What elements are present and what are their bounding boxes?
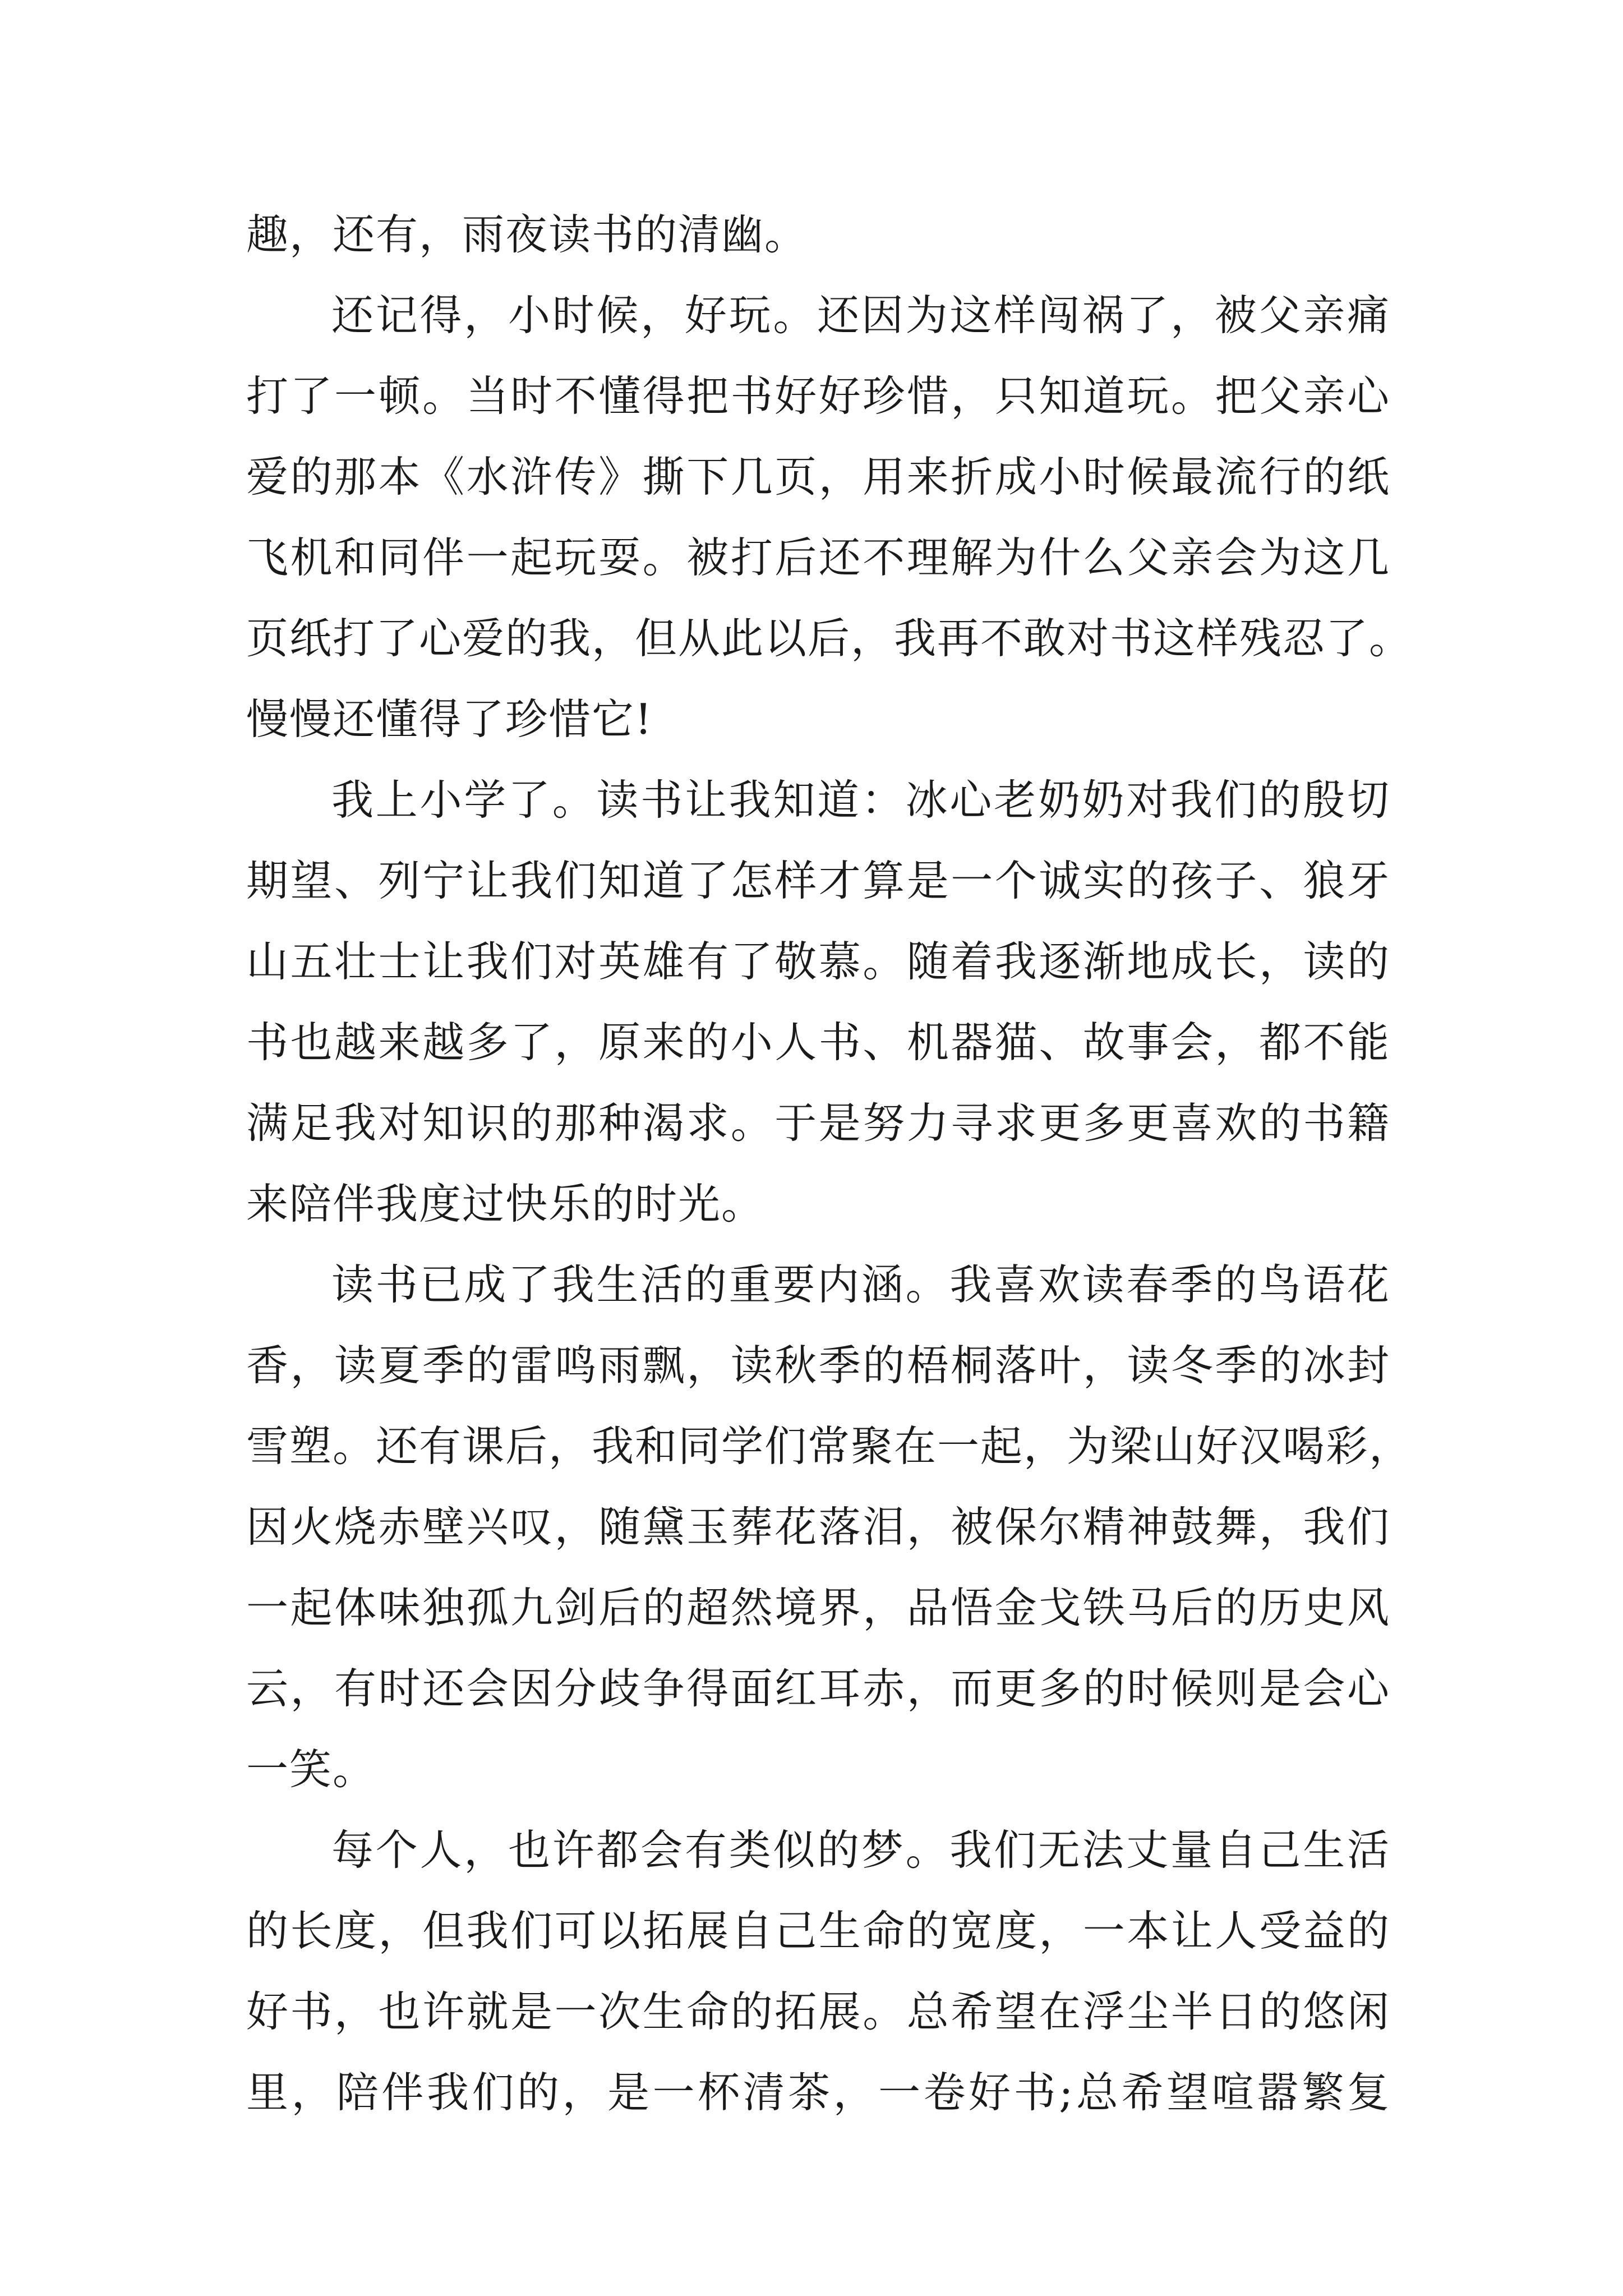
text-line: 期望、列宁让我们知道了怎样才算是一个诚实的孩子、狼牙 — [246, 856, 1390, 905]
text-line: 雪塑。还有课后，我和同学们常聚在一起，为梁山好汉喝彩， — [246, 1421, 1413, 1471]
document-body — [246, 194, 1413, 2133]
paragraph — [246, 194, 1390, 275]
text-line: 飞机和同伴一起玩耍。被打后还不理解为什么父亲会为这几 — [246, 533, 1390, 582]
text-line: 读书已成了我生活的重要内涵。我喜欢读春季的鸟语花 — [331, 1260, 1390, 1309]
text-line: 因火烧赤壁兴叹，随黛玉葬花落泪，被保尔精神鼓舞，我们 — [246, 1502, 1390, 1552]
text-line: 香，读夏季的雷鸣雨飘，读秋季的梧桐落叶，读冬季的冰封 — [246, 1341, 1390, 1390]
paragraph — [246, 1810, 1390, 2133]
paragraph — [246, 1244, 1413, 1810]
text-line: 一起体味独孤九剑后的超然境界，品悟金戈铁马后的历史风 — [246, 1583, 1390, 1632]
text-line: 好书，也许就是一次生命的拓展。总希望在浮尘半日的悠闲 — [246, 1987, 1390, 2036]
text-line: 慢慢还懂得了珍惜它! — [246, 694, 653, 744]
text-line: 云，有时还会因分歧争得面红耳赤，而更多的时候则是会心 — [246, 1664, 1390, 1713]
text-line: 我上小学了。读书让我知道：冰心老奶奶对我们的殷切 — [331, 775, 1390, 825]
text-line: 来陪伴我度过快乐的时光。 — [246, 1179, 765, 1228]
text-line: 山五壮士让我们对英雄有了敬慕。随着我逐渐地成长，读的 — [246, 937, 1390, 986]
text-line: 趣，还有，雨夜读书的清幽。 — [246, 210, 808, 259]
paragraph — [246, 275, 1413, 760]
text-line: 满足我对知识的那种渴求。于是努力寻求更多更喜欢的书籍 — [246, 1098, 1390, 1148]
text-line: 每个人，也许都会有类似的梦。我们无法丈量自己生活 — [331, 1825, 1390, 1875]
text-line: 一笑。 — [246, 1745, 376, 1794]
text-line: 页纸打了心爱的我，但从此以后，我再不敢对书这样残忍了。 — [246, 614, 1413, 663]
text-line: 打了一顿。当时不懂得把书好好珍惜，只知道玩。把父亲心 — [246, 371, 1390, 421]
text-line: 的长度，但我们可以拓展自己生命的宽度，一本让人受益的 — [246, 1906, 1390, 1955]
text-line: 还记得，小时候，好玩。还因为这样闯祸了，被父亲痛 — [331, 291, 1390, 340]
text-line: 书也越来越多了，原来的小人书、机器猫、故事会，都不能 — [246, 1018, 1390, 1067]
paragraph — [246, 760, 1390, 1244]
text-line: 爱的那本《水浒传》撕下几页，用来折成小时候最流行的纸 — [246, 452, 1390, 501]
text-line: 里，陪伴我们的，是一杯清茶，一卷好书;总希望喧嚣繁复 — [246, 2068, 1390, 2117]
